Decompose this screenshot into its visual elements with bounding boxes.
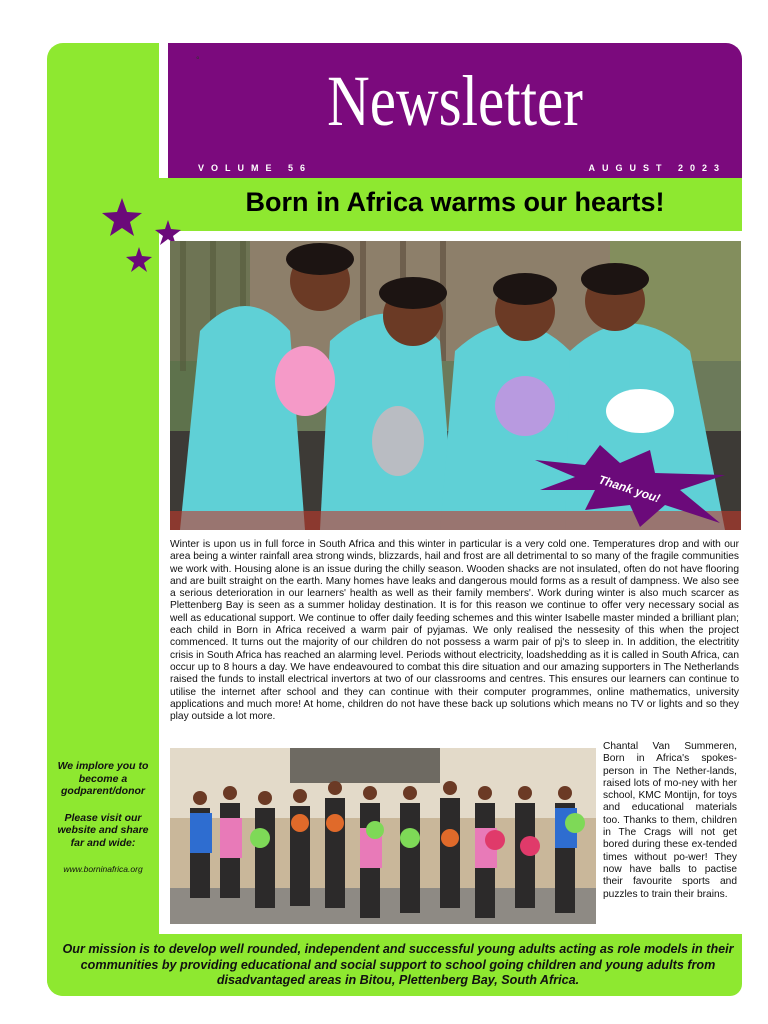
thank-you-label: Thank you! xyxy=(596,472,662,506)
newsletter-title: Newsletter xyxy=(327,61,583,141)
star-icon xyxy=(102,198,142,236)
share-appeal-line: Please visit our website and share far and wide: xyxy=(57,811,149,849)
main-article: Winter is upon us in full force in South Africa and this winter in particular is a very cold one. Temperatures drop and with our area being a winter rainfall area strong winds, blizzards, hail and frost are all detrimental to so many of the fragile communities we work with. Housing alone is an issue during the chilly season. Wooden shacks are not insulated, often do not have flooring and are built straight on the earth. Many homes have leaks and dangerous mould forms as a result of dampness. We also see a serious deterioration in our learners' health as well as their family members'. Work during winter is also much scarcer as Plettenberg Bay is seen as a summer holiday destination. It is for this reason we continue to offer very necessary social as well as educational support. We continue to offer daily feeding schemes and this winter Isabelle master minded a brilliant plan; each child in Born in Africa received a warm pair of pyjamas. We only realised the nessesity of this when the project commenced. It turns out the majority of our children do not possess a warm pair of pj's to sleep in. In addition, the electritity crisis in South Africa has reached an alarming level. Periods without electricity, loadshedding as it is called in South Africa, can occur up to 8 hours a day. We have endeavoured to combat this dire situation and our amazing supporters in The Netherlands raised the funds to install electrical invertors at two of our classrooms and centres. This ensures our learners can continue to utilise the internet after school and they can continue with their computer programmes, online mathematics, university applications and much more! At home, children do not have these back up solutions which means no TV or lights and so they play outside a lot more. xyxy=(170,539,739,723)
children-with-balls-photo xyxy=(170,748,596,924)
thank-you-burst xyxy=(530,435,730,530)
website-link[interactable]: www.borninafrica.org xyxy=(63,864,143,874)
headline: Born in Africa warms our hearts! xyxy=(245,187,665,217)
masthead-dot: ° xyxy=(196,55,200,65)
donor-appeal xyxy=(50,760,156,890)
donor-appeal-line: We implore you to become a godparent/donor xyxy=(57,760,149,797)
issue-date: AUGUST 2023 xyxy=(588,163,726,173)
mission-statement: Our mission is to develop well rounded, independent and successful young adults acting as role models in their communities by providing educational and social support to school going children and young adults from disadvantaged areas in Bitou, Plettenberg Bay, South Africa. xyxy=(62,942,734,987)
volume-label: VOLUME 56 xyxy=(198,163,313,173)
side-article: Chantal Van Summeren, Born in Africa's spokes-person in The Nether-lands, raised lots of mo-ney with her school, KMC Montijn, for toys and educational materials too. Thanks to them, children in The Crags will not get bored during these ex-tended times without po-wer! They now have balls to pactise their favourite sports and puzzles to train their brains. xyxy=(603,741,737,900)
star-icon xyxy=(126,247,152,272)
